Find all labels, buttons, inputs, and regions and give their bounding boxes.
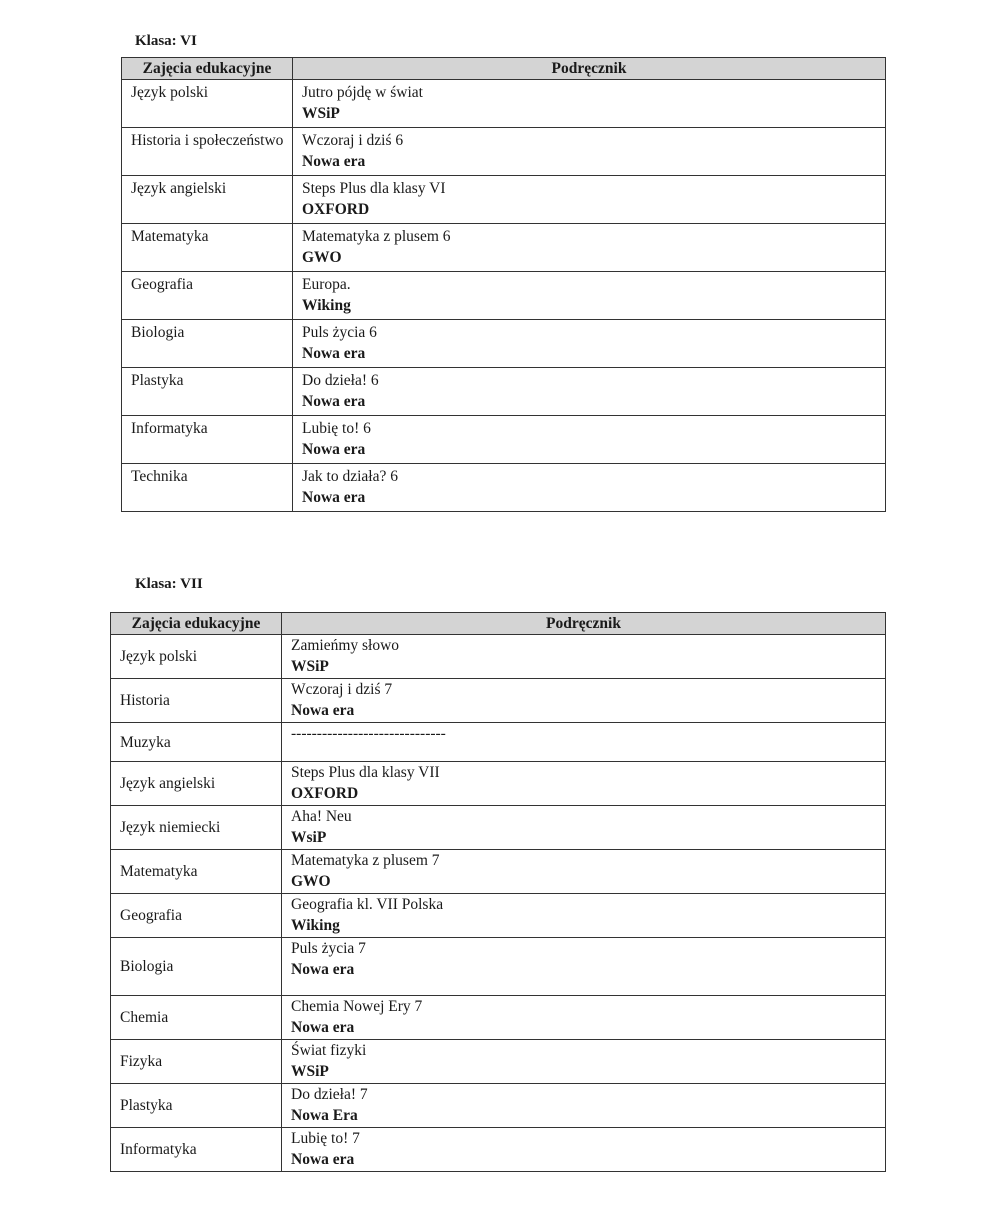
- table-row: [122, 272, 886, 320]
- subject-cell: Technika: [122, 464, 293, 512]
- publisher-name: Wiking: [291, 917, 340, 934]
- textbook-title: Matematyka z plusem 6: [302, 228, 451, 245]
- textbook-title: Do dzieła! 6: [302, 372, 379, 389]
- table-body-vii: [111, 635, 886, 1172]
- publisher-name: Wiking: [302, 297, 351, 314]
- publisher-name: Nowa era: [291, 702, 355, 719]
- table-body-vi: [122, 80, 886, 512]
- textbook-cell: [293, 368, 886, 416]
- subject-cell: Informatyka: [111, 1128, 282, 1172]
- subject-cell: Muzyka: [111, 723, 282, 762]
- subject-cell: Historia i społeczeństwo: [122, 128, 293, 176]
- textbook-cell: [293, 272, 886, 320]
- subject-cell: Biologia: [122, 320, 293, 368]
- textbook-cell: [293, 80, 886, 128]
- publisher-name: WSiP: [291, 1063, 329, 1080]
- table-row: [111, 806, 886, 850]
- table-row: [122, 224, 886, 272]
- table-row: [111, 723, 886, 762]
- subject-cell: Język niemiecki: [111, 806, 282, 850]
- publisher-name: Nowa era: [291, 1151, 355, 1168]
- textbook-cell: [282, 635, 886, 679]
- textbook-table-vii: [110, 612, 886, 1172]
- textbook-title: Puls życia 7: [291, 940, 366, 957]
- textbook-title: Geografia kl. VII Polska: [291, 896, 444, 913]
- table-row: [122, 416, 886, 464]
- textbook-title: Puls życia 6: [302, 324, 377, 341]
- table-row: [111, 762, 886, 806]
- table-row: [122, 464, 886, 512]
- textbook-cell: [282, 723, 886, 762]
- table-row: [122, 368, 886, 416]
- subject-cell: Plastyka: [122, 368, 293, 416]
- textbook-title: Świat fizyki: [291, 1042, 367, 1059]
- table-row: [122, 176, 886, 224]
- table-row: [111, 679, 886, 723]
- textbook-title: Aha! Neu: [291, 808, 352, 825]
- publisher-name: Nowa era: [302, 345, 366, 362]
- publisher-name: Nowa era: [302, 441, 366, 458]
- publisher-name: Nowa era: [291, 961, 355, 978]
- publisher-name: OXFORD: [291, 785, 359, 802]
- publisher-name: Nowa era: [291, 1019, 355, 1036]
- subject-cell: Język polski: [122, 80, 293, 128]
- textbook-cell: [282, 894, 886, 938]
- subject-cell: Chemia: [111, 996, 282, 1040]
- publisher-name: OXFORD: [302, 201, 370, 218]
- table-row: [111, 1040, 886, 1084]
- textbook-cell: [282, 996, 886, 1040]
- textbook-title: Wczoraj i dziś 6: [302, 132, 404, 149]
- publisher-name: Nowa Era: [291, 1107, 358, 1124]
- header-subject: Zajęcia edukacyjne: [111, 613, 282, 635]
- textbook-title: Do dzieła! 7: [291, 1086, 368, 1103]
- subject-cell: Biologia: [111, 938, 282, 996]
- table-row: [111, 938, 886, 996]
- textbook-title: Zamieńmy słowo: [291, 637, 400, 654]
- table-row: [111, 996, 886, 1040]
- subject-cell: Język angielski: [111, 762, 282, 806]
- header-book: Podręcznik: [282, 613, 886, 635]
- publisher-name: Nowa era: [302, 489, 366, 506]
- textbook-table-vi: [121, 57, 886, 512]
- textbook-cell: [282, 850, 886, 894]
- textbook-cell: [282, 762, 886, 806]
- table-header-row: [122, 58, 886, 80]
- section-title-vii: Klasa: VII: [135, 576, 203, 592]
- table-header-row: [111, 613, 886, 635]
- textbook-cell: [282, 806, 886, 850]
- publisher-name: GWO: [302, 249, 342, 266]
- textbook-cell: [282, 1040, 886, 1084]
- textbook-title: Chemia Nowej Ery 7: [291, 998, 423, 1015]
- textbook-title: Steps Plus dla klasy VII: [291, 764, 440, 781]
- subject-cell: Plastyka: [111, 1084, 282, 1128]
- subject-cell: Język polski: [111, 635, 282, 679]
- textbook-cell: [282, 1084, 886, 1128]
- table-row: [111, 635, 886, 679]
- subject-cell: Matematyka: [111, 850, 282, 894]
- textbook-cell: [293, 224, 886, 272]
- publisher-name: WSiP: [302, 105, 340, 122]
- publisher-name: GWO: [291, 873, 331, 890]
- textbook-cell: [293, 464, 886, 512]
- textbook-cell: [282, 1128, 886, 1172]
- table-row: [111, 1128, 886, 1172]
- section-title-vi: Klasa: VI: [135, 33, 197, 49]
- header-subject: Zajęcia edukacyjne: [122, 58, 293, 80]
- textbook-title: Matematyka z plusem 7: [291, 852, 440, 869]
- subject-cell: Geografia: [111, 894, 282, 938]
- subject-cell: Fizyka: [111, 1040, 282, 1084]
- table-row: [122, 320, 886, 368]
- table-row: [122, 80, 886, 128]
- table-row: [122, 128, 886, 176]
- table-row: [111, 894, 886, 938]
- table-row: [111, 850, 886, 894]
- subject-cell: Informatyka: [122, 416, 293, 464]
- publisher-name: Nowa era: [302, 153, 366, 170]
- textbook-cell: [293, 320, 886, 368]
- subject-cell: Geografia: [122, 272, 293, 320]
- publisher-name: WsiP: [291, 829, 327, 846]
- publisher-name: Nowa era: [302, 393, 366, 410]
- textbook-title: Lubię to! 7: [291, 1130, 360, 1147]
- subject-cell: Historia: [111, 679, 282, 723]
- subject-cell: Język angielski: [122, 176, 293, 224]
- textbook-cell: [293, 128, 886, 176]
- header-book: Podręcznik: [293, 58, 886, 80]
- textbook-cell: [282, 938, 886, 996]
- textbook-title: Steps Plus dla klasy VI: [302, 180, 446, 197]
- publisher-name: WSiP: [291, 658, 329, 675]
- textbook-title: Jutro pójdę w świat: [302, 84, 423, 101]
- table-row: [111, 1084, 886, 1128]
- textbook-title: Wczoraj i dziś 7: [291, 681, 393, 698]
- textbook-title: Jak to działa? 6: [302, 468, 398, 485]
- subject-cell: Matematyka: [122, 224, 293, 272]
- textbook-title: Lubię to! 6: [302, 420, 371, 437]
- textbook-cell: [282, 679, 886, 723]
- textbook-cell: [293, 416, 886, 464]
- textbook-title: Europa.: [302, 276, 351, 293]
- textbook-title: ------------------------------: [291, 725, 446, 742]
- textbook-cell: [293, 176, 886, 224]
